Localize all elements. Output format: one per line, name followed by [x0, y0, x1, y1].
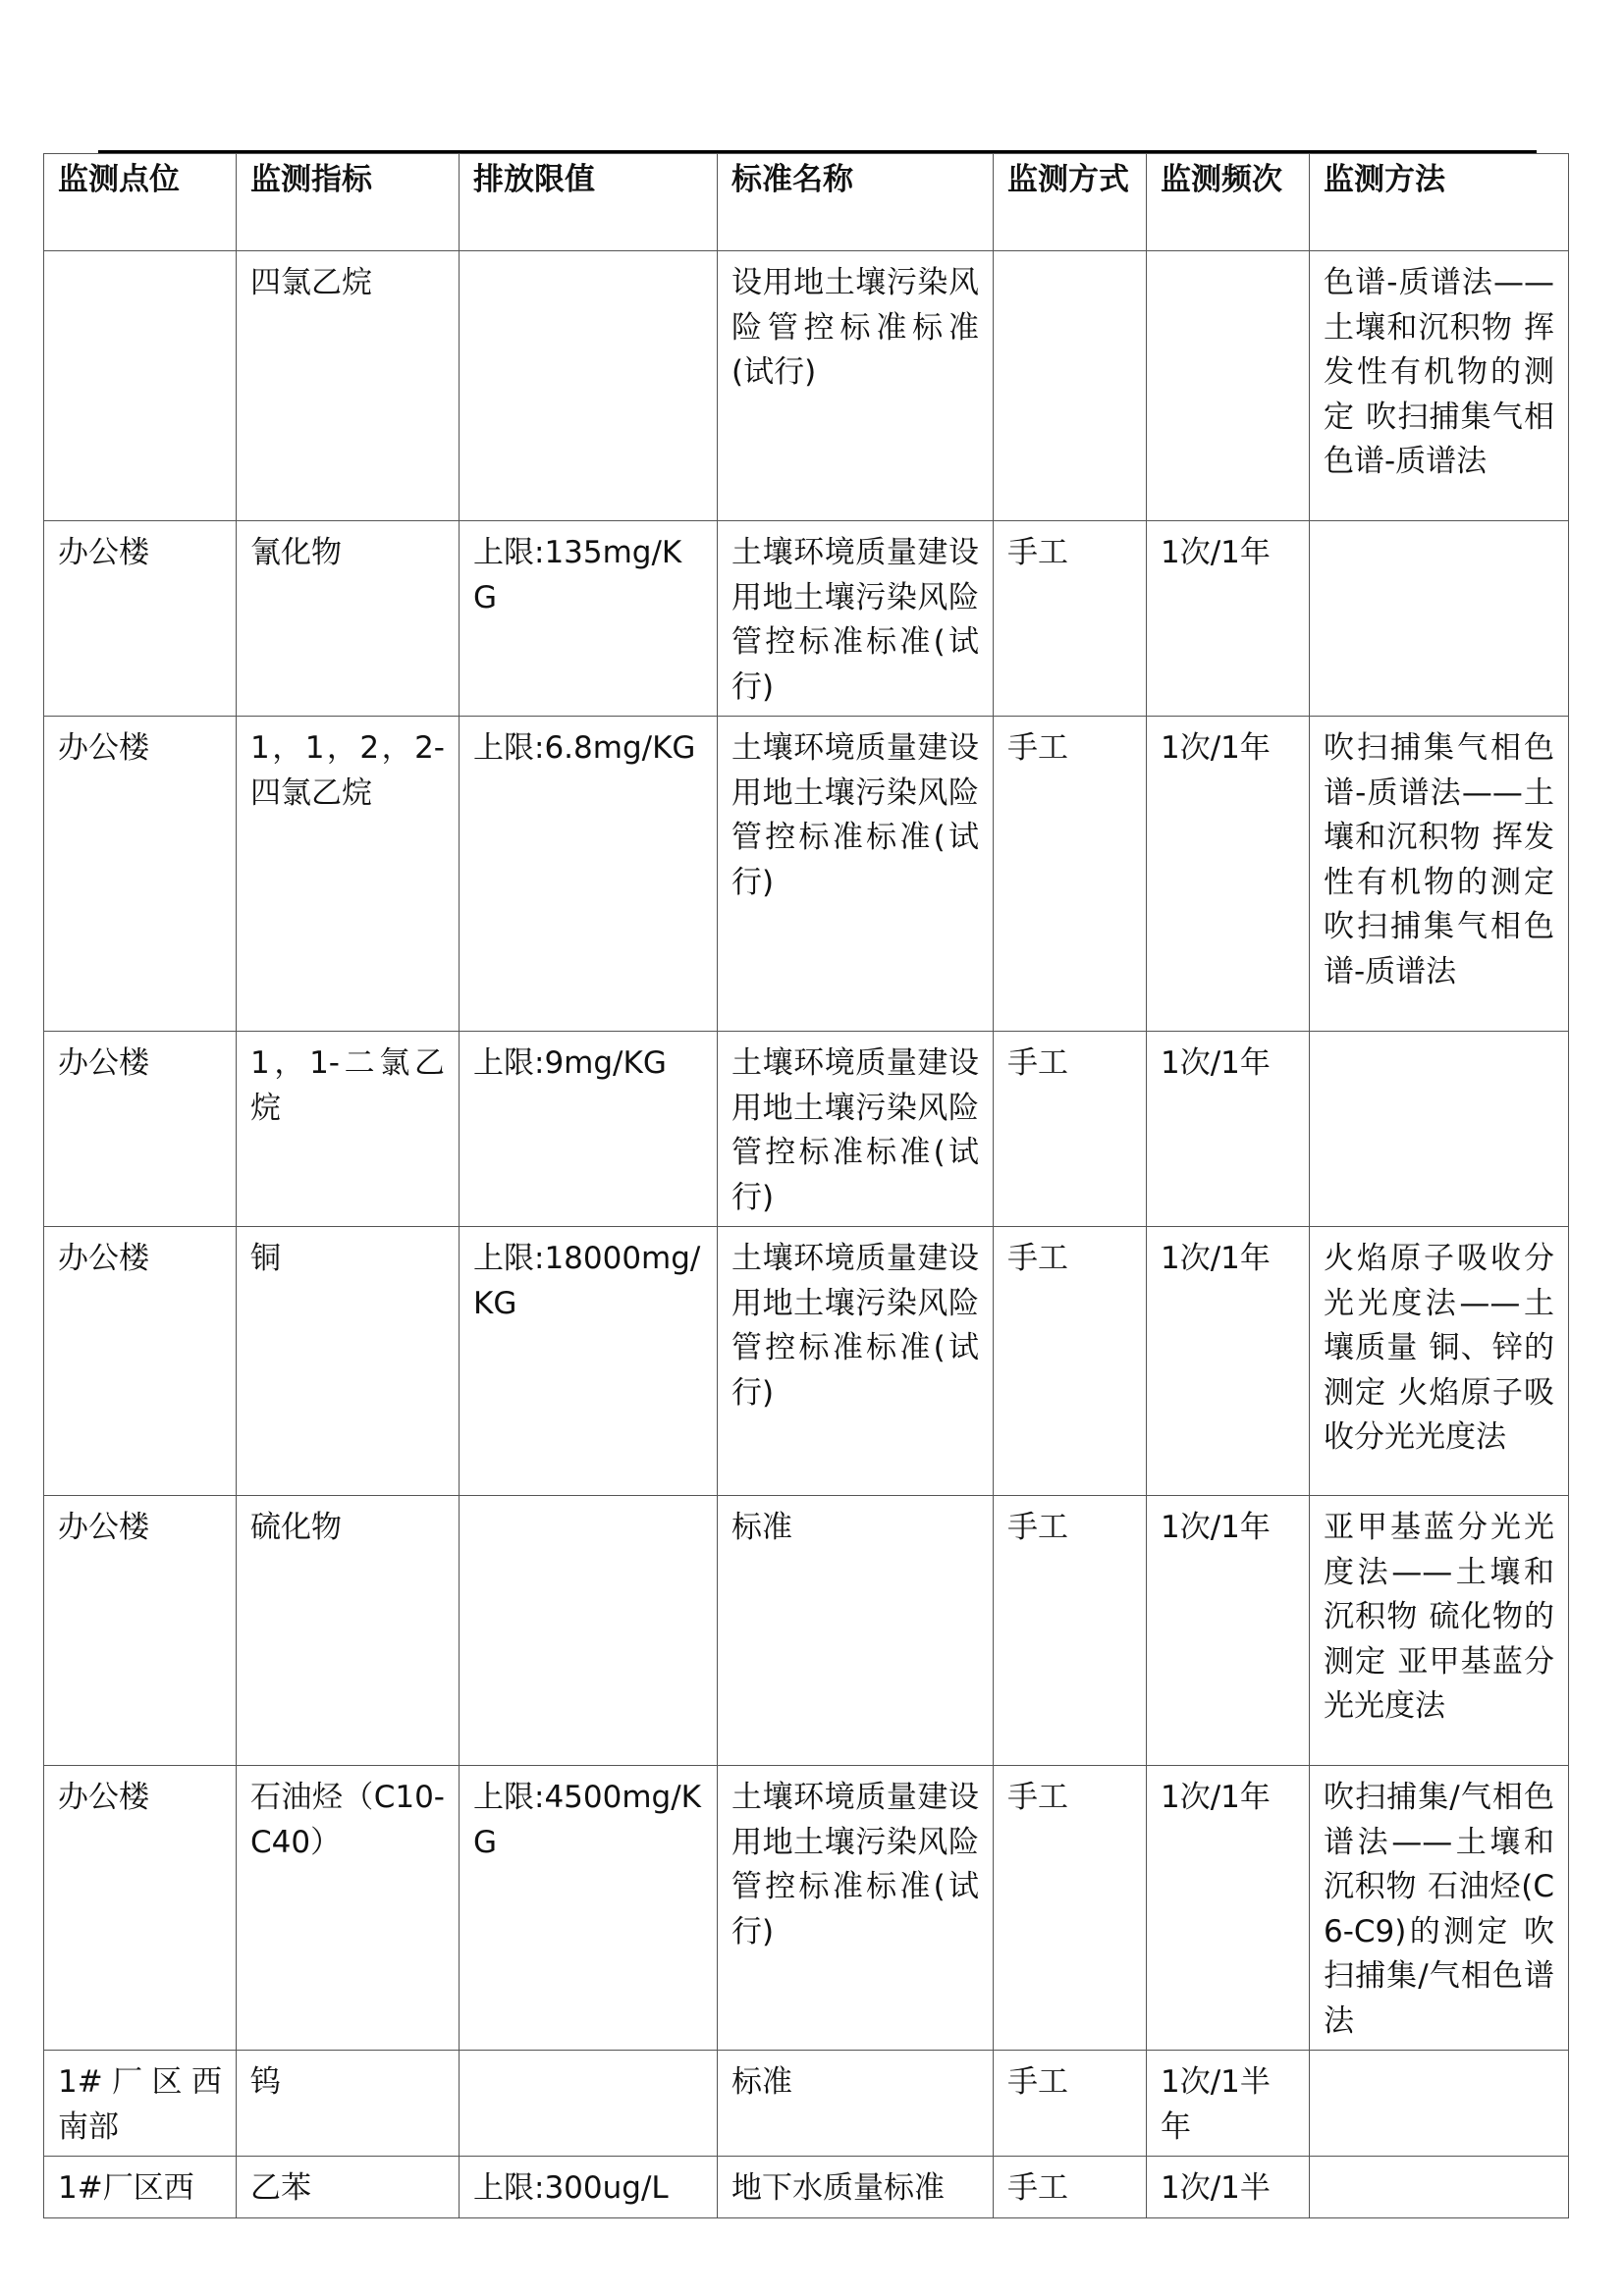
cell-indicator: 1，1-二氯乙烷 — [237, 1032, 460, 1227]
cell-limit: 上限:4500mg/KG — [460, 1766, 718, 2051]
header-monitoring-mode: 监测方式 — [994, 154, 1147, 251]
cell-standard: 土壤环境质量建设用地土壤污染风险管控标准标准(试行) — [718, 1227, 994, 1496]
cell-indicator: 乙苯 — [237, 2157, 460, 2218]
table-row — [44, 521, 1569, 717]
cell-frequency: 1次/1半年 — [1147, 2051, 1310, 2157]
table-row — [44, 717, 1569, 1032]
cell-mode: 手工 — [994, 1496, 1147, 1766]
cell-mode: 手工 — [994, 717, 1147, 1032]
cell-limit: 上限:18000mg/KG — [460, 1227, 718, 1496]
header-monitoring-indicator: 监测指标 — [237, 154, 460, 251]
cell-limit — [460, 251, 718, 521]
cell-limit — [460, 2051, 718, 2157]
cell-indicator: 四氯乙烷 — [237, 251, 460, 521]
header-monitoring-method: 监测方法 — [1310, 154, 1569, 251]
cell-frequency: 1次/1年 — [1147, 1227, 1310, 1496]
cell-point: 办公楼 — [44, 521, 237, 717]
table-row — [44, 1227, 1569, 1496]
cell-method: 色谱-质谱法——土壤和沉积物 挥发性有机物的测定 吹扫捕集气相色谱-质谱法 — [1310, 251, 1569, 521]
cell-point — [44, 251, 237, 521]
cell-limit: 上限:9mg/KG — [460, 1032, 718, 1227]
cell-point: 办公楼 — [44, 1227, 237, 1496]
cell-method: 亚甲基蓝分光光度法——土壤和沉积物 硫化物的测定 亚甲基蓝分光光度法 — [1310, 1496, 1569, 1766]
header-emission-limit: 排放限值 — [460, 154, 718, 251]
cell-method: 吹扫捕集/气相色谱法——土壤和沉积物 石油烃(C6-C9)的测定 吹扫捕集/气相色谱法 — [1310, 1766, 1569, 2051]
cell-limit — [460, 1496, 718, 1766]
table-row — [44, 1032, 1569, 1227]
cell-method: 火焰原子吸收分光光度法——土壤质量 铜、锌的测定 火焰原子吸收分光光度法 — [1310, 1227, 1569, 1496]
cell-mode: 手工 — [994, 2157, 1147, 2218]
table-row — [44, 251, 1569, 521]
cell-indicator: 氰化物 — [237, 521, 460, 717]
table-row — [44, 2051, 1569, 2157]
cell-frequency: 1次/1年 — [1147, 1032, 1310, 1227]
header-monitoring-point: 监测点位 — [44, 154, 237, 251]
cell-method — [1310, 1032, 1569, 1227]
cell-indicator: 石油烃（C10-C40） — [237, 1766, 460, 2051]
cell-indicator: 1，1，2，2-四氯乙烷 — [237, 717, 460, 1032]
cell-frequency — [1147, 251, 1310, 521]
cell-point: 办公楼 — [44, 1032, 237, 1227]
table-header-row — [44, 154, 1569, 251]
cell-frequency: 1次/1年 — [1147, 717, 1310, 1032]
cell-mode: 手工 — [994, 1766, 1147, 2051]
cell-limit: 上限:135mg/KG — [460, 521, 718, 717]
cell-method — [1310, 521, 1569, 717]
cell-limit: 上限:6.8mg/KG — [460, 717, 718, 1032]
cell-indicator: 钨 — [237, 2051, 460, 2157]
cell-mode: 手工 — [994, 2051, 1147, 2157]
cell-standard: 标准 — [718, 2051, 994, 2157]
cell-method: 吹扫捕集气相色谱-质谱法——土壤和沉积物 挥发性有机物的测定 吹扫捕集气相色谱-质谱法 — [1310, 717, 1569, 1032]
cell-limit: 上限:300ug/L — [460, 2157, 718, 2218]
cell-frequency: 1次/1年 — [1147, 1766, 1310, 2051]
cell-indicator: 硫化物 — [237, 1496, 460, 1766]
cell-method — [1310, 2157, 1569, 2218]
cell-mode: 手工 — [994, 521, 1147, 717]
table-row — [44, 1496, 1569, 1766]
cell-point: 1#厂区西南部 — [44, 2051, 237, 2157]
cell-frequency: 1次/1半 — [1147, 2157, 1310, 2218]
cell-frequency: 1次/1年 — [1147, 1496, 1310, 1766]
cell-frequency: 1次/1年 — [1147, 521, 1310, 717]
cell-standard: 土壤环境质量建设用地土壤污染风险管控标准标准(试行) — [718, 1766, 994, 2051]
cell-standard: 土壤环境质量建设用地土壤污染风险管控标准标准(试行) — [718, 521, 994, 717]
cell-point: 办公楼 — [44, 717, 237, 1032]
cell-method — [1310, 2051, 1569, 2157]
header-standard-name: 标准名称 — [718, 154, 994, 251]
cell-standard: 地下水质量标准 — [718, 2157, 994, 2218]
cell-standard: 土壤环境质量建设用地土壤污染风险管控标准标准(试行) — [718, 717, 994, 1032]
cell-standard: 设用地土壤污染风险管控标准标准(试行) — [718, 251, 994, 521]
cell-mode: 手工 — [994, 1032, 1147, 1227]
cell-mode: 手工 — [994, 1227, 1147, 1496]
cell-point: 办公楼 — [44, 1766, 237, 2051]
table-row — [44, 2157, 1569, 2218]
table-row — [44, 1766, 1569, 2051]
cell-point: 办公楼 — [44, 1496, 237, 1766]
cell-mode — [994, 251, 1147, 521]
header-monitoring-frequency: 监测频次 — [1147, 154, 1310, 251]
cell-standard: 标准 — [718, 1496, 994, 1766]
cell-point: 1#厂区西 — [44, 2157, 237, 2218]
cell-standard: 土壤环境质量建设用地土壤污染风险管控标准标准(试行) — [718, 1032, 994, 1227]
cell-indicator: 铜 — [237, 1227, 460, 1496]
monitoring-table — [43, 153, 1569, 2218]
